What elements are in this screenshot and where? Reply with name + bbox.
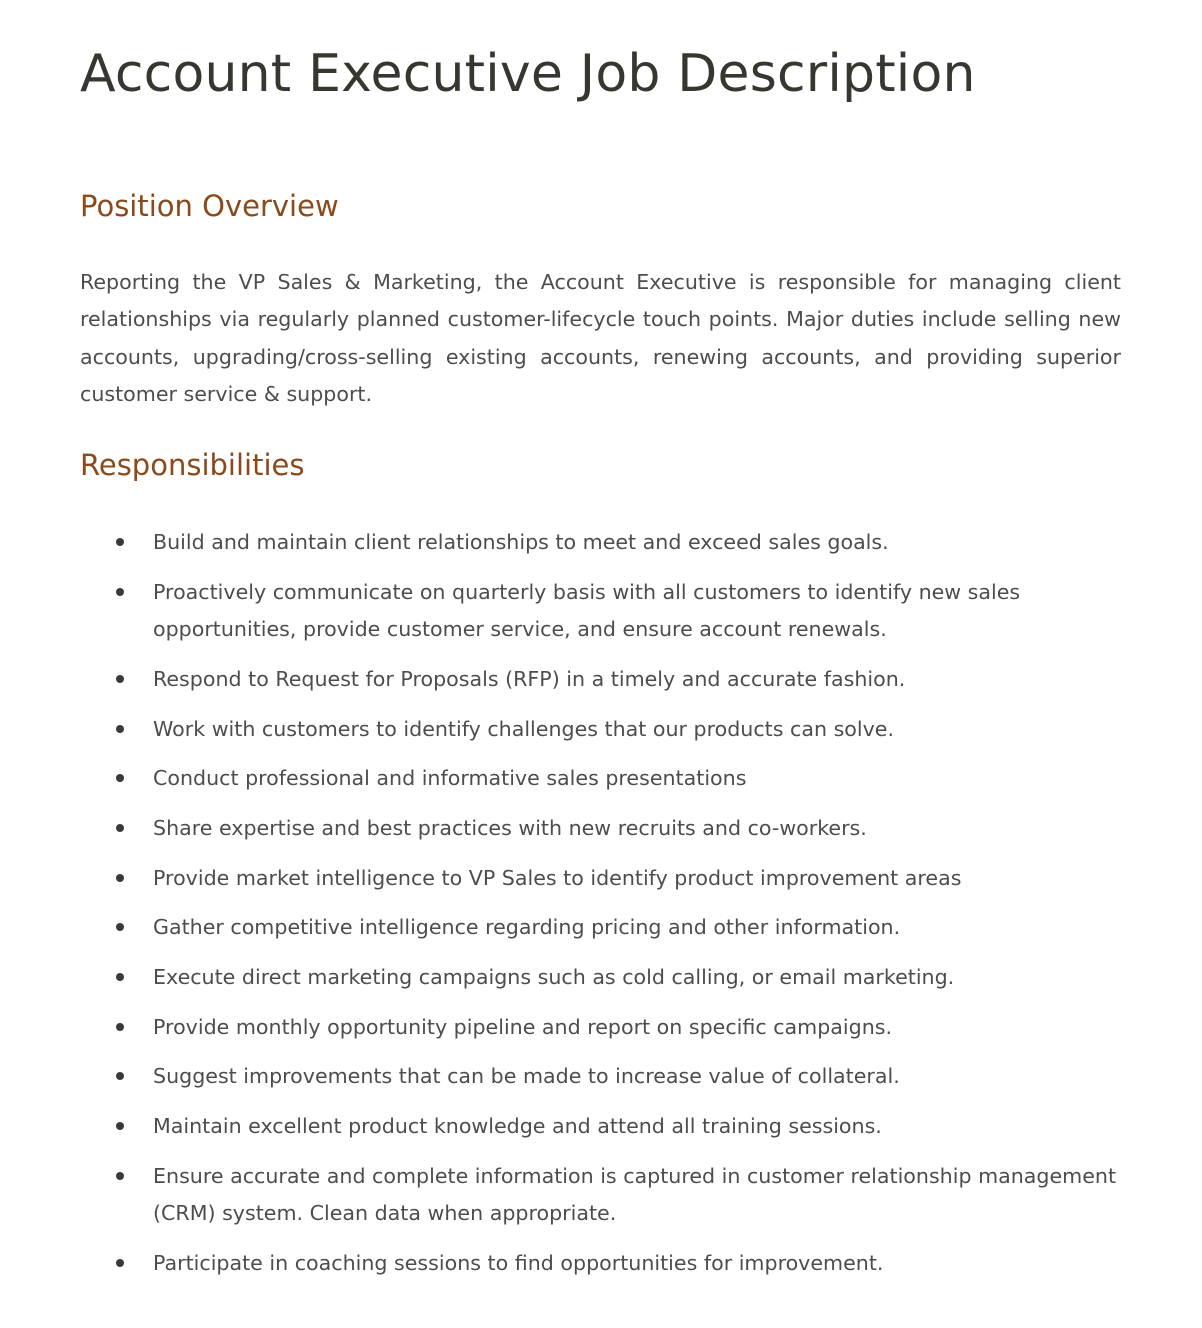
responsibilities-list: [80, 524, 1121, 1295]
list-item: [80, 661, 1121, 698]
bullet-icon: [116, 973, 124, 981]
list-item: [80, 909, 1121, 946]
list-item: [80, 711, 1121, 748]
list-item-text: Build and maintain client relationships to meet and exceed sales goals.: [153, 530, 889, 554]
responsibilities-heading: Responsibilities: [80, 448, 305, 482]
page-title: Account Executive Job Description: [80, 44, 976, 104]
list-item: [80, 1009, 1121, 1046]
list-item-text: Conduct professional and informative sales presentations: [153, 766, 747, 791]
list-item: [80, 1058, 1121, 1095]
bullet-icon: [116, 1122, 124, 1130]
bullet-icon: [116, 923, 124, 931]
list-item: [80, 1245, 1121, 1282]
list-item-text: Suggest improvements that can be made to increase value of collateral.: [153, 1064, 900, 1089]
bullet-icon: [116, 1023, 124, 1031]
list-item-text: Ensure accurate and complete information is captured in customer relationship management (CRM) system. Clean data when appropriate.: [153, 1163, 1117, 1226]
list-item: [80, 760, 1121, 797]
list-item: [80, 860, 1121, 897]
list-item-text: Maintain excellent product knowledge and attend all training sessions.: [153, 1114, 882, 1139]
list-item-text: Respond to Request for Proposals (RFP) in a timely and accurate fashion.: [153, 666, 906, 691]
list-item-text: Participate in coaching sessions to find opportunities for improvement.: [153, 1250, 884, 1275]
position-overview-paragraph: Reporting the VP Sales & Marketing, the Account Executive is responsible for managing client relationships via regularly planned customer-lifecycle touch points. Major duties include selling new accounts, upgrading/cross-selling existing accounts, renewing accounts, and providing superior customer service & support.: [80, 270, 1121, 407]
position-overview-heading: Position Overview: [80, 189, 339, 223]
list-item-text: Execute direct marketing campaigns such as cold calling, or email marketing.: [153, 965, 955, 990]
list-item-text: Provide monthly opportunity pipeline and report on specific campaigns.: [153, 1014, 893, 1039]
bullet-icon: [116, 538, 124, 546]
list-item-text: Work with customers to identify challenges that our products can solve.: [153, 716, 895, 741]
bullet-icon: [116, 725, 124, 733]
list-item: [80, 959, 1121, 996]
bullet-icon: [116, 1259, 124, 1267]
list-item-text: Share expertise and best practices with new recruits and co-workers.: [153, 815, 867, 840]
list-item: [80, 810, 1121, 847]
list-item-text: Proactively communicate on quarterly basis with all customers to identify new sales opportunities, provide customer service, and ensure account renewals.: [153, 579, 1021, 642]
list-item-text: Provide market intelligence to VP Sales to identify product improvement areas: [153, 865, 962, 890]
list-item: [80, 524, 1121, 561]
bullet-icon: [116, 588, 124, 596]
bullet-icon: [116, 1172, 124, 1180]
bullet-icon: [116, 824, 124, 832]
list-item: [80, 1108, 1121, 1145]
list-item: [80, 1158, 1121, 1233]
bullet-icon: [116, 675, 124, 683]
list-item-text: Gather competitive intelligence regarding pricing and other information.: [153, 915, 901, 940]
bullet-icon: [116, 774, 124, 782]
list-item: [80, 574, 1121, 649]
bullet-icon: [116, 1072, 124, 1080]
bullet-icon: [116, 874, 124, 882]
